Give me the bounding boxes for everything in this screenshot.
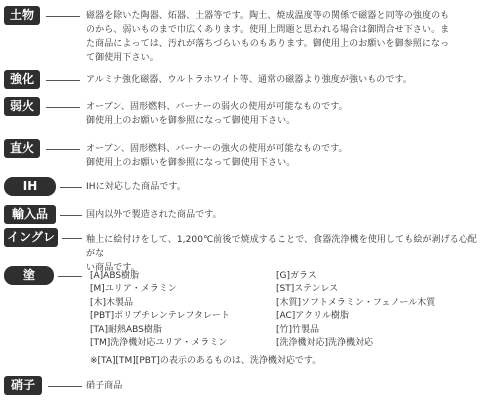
materials-right-column xyxy=(276,270,435,350)
material-item: [AC]アクリル樹脂 xyxy=(276,311,350,322)
description-line: のから、弱いものまで巾広くあります。使用上問題と思われる場合は御問合せ下さい。ま xyxy=(86,25,450,35)
badge-ih: IH xyxy=(4,177,56,196)
badge-yunyuhin: 輸入品 xyxy=(4,205,56,224)
material-item: [洗浄機対応]洗浄機対応 xyxy=(276,338,374,349)
material-item: [TA]耐熱ABS樹脂 xyxy=(90,324,162,335)
description-line: 国内以外で製造された商品です。 xyxy=(86,210,222,220)
material-item: [G]ガラス xyxy=(276,271,317,281)
materials-note: ※[TA][TM][PBT]の表示のあるものは、洗浄機対応です。 xyxy=(90,356,322,366)
description-line: て御使用下さい。 xyxy=(86,53,159,63)
material-item: [TM]洗浄機対応ユリア・メラミン xyxy=(90,338,228,349)
description xyxy=(86,180,478,194)
description xyxy=(86,9,478,65)
material-item: [木質]ソフトメラミン・フェノール木質 xyxy=(276,297,436,308)
connector-line xyxy=(60,187,82,188)
description-line: 御使用上のお願いを御参照になって御使用下さい。 xyxy=(86,116,296,126)
material-item: [木]木製品 xyxy=(90,297,134,308)
description-line: 磁器を除いた陶器、炻器、土器等です。陶土、焼成温度等の関係で磁器と同等の強度のも xyxy=(86,11,450,21)
badge-kyouka: 強化 xyxy=(4,70,40,89)
materials-left-column xyxy=(90,270,230,350)
description-line: い商品です。 xyxy=(86,263,140,273)
badge-tsuchimono: 土物 xyxy=(4,6,40,25)
description xyxy=(86,100,478,128)
material-item: [M]ユリア・メラミン xyxy=(90,284,177,295)
material-item: [竹]竹製品 xyxy=(276,324,320,335)
description-line: 御使用上のお願いを御参照になって御使用下さい。 xyxy=(86,158,296,168)
description xyxy=(86,208,478,222)
connector-line xyxy=(62,238,82,239)
connector-line xyxy=(58,276,82,277)
description xyxy=(86,379,478,393)
description xyxy=(86,233,478,275)
material-item: [A]ABS樹脂 xyxy=(90,271,140,281)
description xyxy=(86,73,478,87)
description-line: オーブン、固形燃料、バーナーの強火の使用が可能なものです。 xyxy=(86,144,348,154)
description-line: 硝子商品 xyxy=(86,381,123,391)
badge-jikabi: 直火 xyxy=(4,139,40,158)
materials-grid xyxy=(90,270,480,350)
connector-line xyxy=(46,107,80,108)
material-item: [ST]ステンレス xyxy=(276,284,339,295)
description-line: アルミナ強化磁器、ウルトラホワイト等、通常の磁器より強度が強いものです。 xyxy=(86,75,412,85)
material-item: [PBT]ポリブチレンテレフタレート xyxy=(90,311,230,322)
description-line: 釉上に絵付けをして、1,200℃前後で焼成することで、食器洗浄機を使用しても絵が剥げる心配がな xyxy=(86,235,478,259)
connector-line xyxy=(60,215,82,216)
badge-garasu: 硝子 xyxy=(4,376,42,395)
description-line: た商品によっては、汚れが落ちづらいものもあります。御使用上のお願いを御参照になっ xyxy=(86,39,450,49)
badge-ingure: イングレ xyxy=(4,228,58,247)
connector-line xyxy=(46,80,80,81)
badge-nuri: 塗 xyxy=(4,266,54,285)
connector-line xyxy=(46,16,80,17)
description-line: IHに対応した商品です。 xyxy=(86,182,186,192)
connector-line xyxy=(46,149,80,150)
connector-line xyxy=(48,386,82,387)
badge-yowabi: 弱火 xyxy=(4,97,40,116)
description xyxy=(86,142,478,170)
description-line: オーブン、固形燃料、バーナーの弱火の使用が可能なものです。 xyxy=(86,102,348,112)
